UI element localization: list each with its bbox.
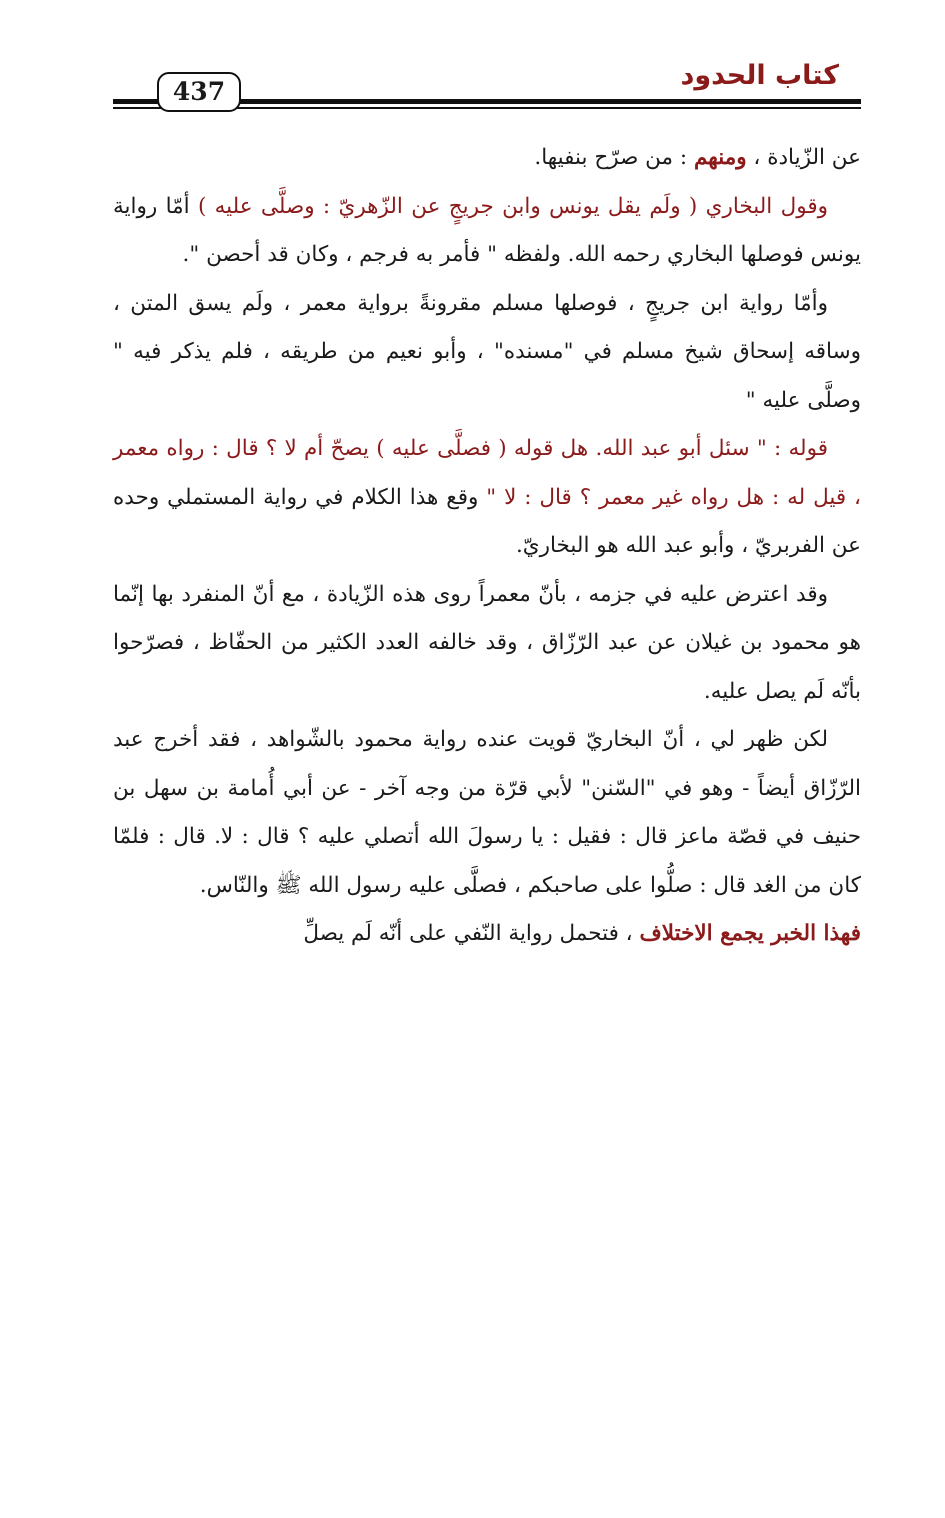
bold-keyword: فهذا الخبر يجمع الاختلاف bbox=[639, 921, 861, 946]
paragraph bbox=[113, 571, 861, 717]
paragraph-text: وأمّا رواية ابن جريجٍ ، فوصلها مسلم مقرونةً برواية معمر ، ولَم يسق المتن ، وساقه إسحاق شيخ مسلم في "مسنده" ، وأبو نعيم من طريقه ، فلم يذكر فيه " وصلَّى عليه " bbox=[113, 290, 861, 413]
paragraph-text: وقد اعترض عليه في جزمه ، بأنّ معمراً روى هذه الزّيادة ، مع أنّ المنفرد بها إنّما هو محمود بن غيلان عن عبد الرّزّاق ، وقد خالفه العدد الكثير من الحفّاظ ، فصرّحوا بأنّه لَم يصل عليه. bbox=[113, 581, 861, 704]
paragraph bbox=[113, 910, 861, 959]
paragraph-text: عن الزّيادة ، bbox=[746, 145, 861, 170]
bold-keyword: ومنهم bbox=[693, 145, 747, 170]
paragraph bbox=[113, 183, 861, 280]
paragraph bbox=[113, 134, 861, 183]
page-header bbox=[113, 52, 861, 118]
paragraph-text: : من صرّح بنفيها. bbox=[534, 145, 694, 170]
paragraph-text: وقع هذا الكلام في رواية المستملي وحده عن الفربريّ ، وأبو عبد الله هو البخاريّ. bbox=[113, 484, 861, 558]
paragraph bbox=[113, 425, 861, 571]
paragraph-text: أمّا رواية يونس فوصلها البخاري رحمه الله. ولفظه " فأمر به فرجم ، وكان قد أحصن ". bbox=[113, 193, 861, 267]
quoted-text: وقول البخاري ( ولَم يقل يونس وابن جريجٍ عن الزّهريّ : وصلَّى عليه ) bbox=[197, 193, 828, 219]
paragraph bbox=[113, 716, 861, 910]
page-number: 437 bbox=[157, 72, 241, 112]
paragraph-text: لكن ظهر لي ، أنّ البخاريّ قويت عنده رواية محمود بالشّواهد ، فقد أخرج عبد الرّزّاق أيضاً - وهو في "السّنن" لأبي قرّة من وجه آخر - عن أبي أُمامة بن سهل بن حنيف في قصّة ماعز قال : فقيل : يا رسولَ الله أتصلي عليه ؟ قال : لا. قال : فلمّا كان من الغد قال : صلُّوا على صاحبكم ، فصلَّى عليه رسول الله ﷺ والنّاس. bbox=[113, 727, 861, 898]
chapter-title: كتاب الحدود bbox=[680, 60, 839, 91]
quoted-text: قوله : " سئل أبو عبد الله. هل قوله ( فصلَّى عليه ) يصحّ أم لا ؟ قال : رواه معمر ، قيل له : هل رواه غير معمر ؟ قال : لا " bbox=[113, 436, 861, 510]
page-body bbox=[113, 134, 861, 959]
paragraph bbox=[113, 280, 861, 426]
paragraph-text: ، فتحمل رواية النّفي على أنّه لَم يصلِّ bbox=[303, 921, 640, 946]
